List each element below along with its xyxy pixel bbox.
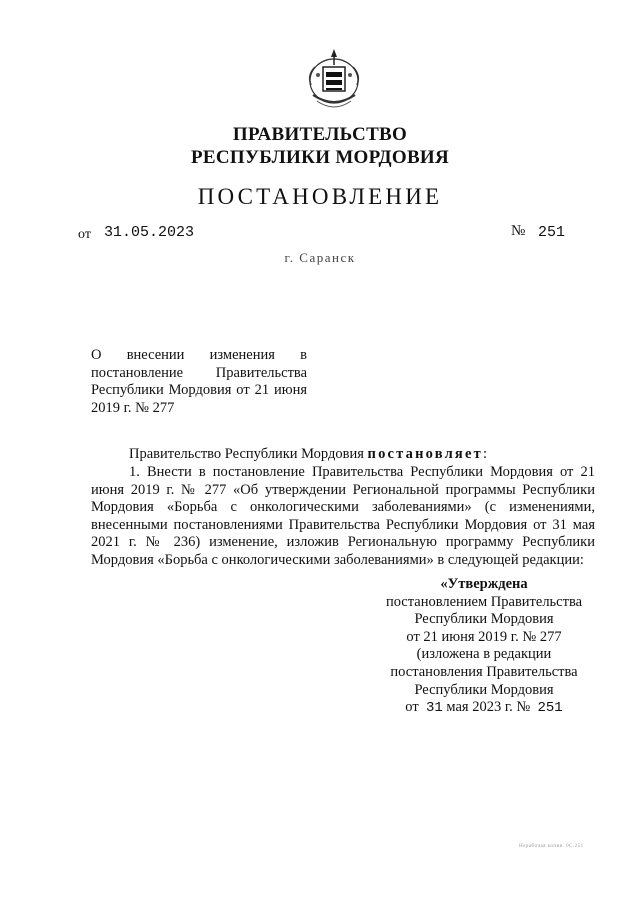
date-label: от [78,227,91,242]
approval-block [368,576,600,718]
approval-line2: постановлением Правительства [385,593,583,610]
preamble-paragraph [91,446,595,464]
subject-line1: О внесении изменения в [91,347,307,363]
date-value: 31.05.2023 [104,224,195,241]
clause-1-paragraph: 1. Внести в постановление Правительства Республики Мордовия от 21 июня 2019 г. № 277 «Об утверждении Региональной программы Республики Мордовия «Борьба с онкологическими заболеваниями» (с изменениями, внесенными постановлениями Правительства Республики Мордовия от 31 мая 2021 г. № 236) изменение, изложив Региональную программу Республики Мордовия «Борьба с онкологическими заболеваниями» в следующей редакции: [91,464,595,568]
approval-line3: Республики Мордовия [414,611,554,628]
city-name: г. Саранск [284,250,356,265]
document-type: ПОСТАНОВЛЕНИЕ [197,184,443,209]
preamble-tail: : [482,446,487,462]
approval-date-day: 31 [425,700,443,717]
subject-rest: постановление Правительства Республики Мордовия от 21 июня 2019 г. № 277 [91,364,307,416]
number-label: № [511,223,526,239]
approval-date-mid: мая 2023 г. № [446,699,531,716]
document-subject [91,347,307,417]
approval-date-line [368,699,600,718]
approval-heading: «Утверждена [440,576,528,592]
number-value: 251 [538,224,566,241]
approval-date-number: 251 [537,700,563,717]
approval-date-prefix: от [405,699,419,716]
government-name-line2: РЕСПУБЛИКИ МОРДОВИЯ [190,147,450,168]
approval-line7: Республики Мордовия [414,681,554,698]
approval-line6: постановления Правительства [390,663,578,680]
approval-line4: от 21 июня 2019 г. № 277 [406,628,562,645]
coat-of-arms-icon [303,45,365,115]
government-name-line1: ПРАВИТЕЛЬСТВО [232,124,408,145]
preamble-decree-word: постановляет [367,446,483,462]
approval-line5: (изложена в редакции [416,646,552,663]
footer-stamp: Нерабочая копия. 0С.251 [519,844,584,849]
preamble-lead: Правительство Республики Мордовия [129,446,368,462]
